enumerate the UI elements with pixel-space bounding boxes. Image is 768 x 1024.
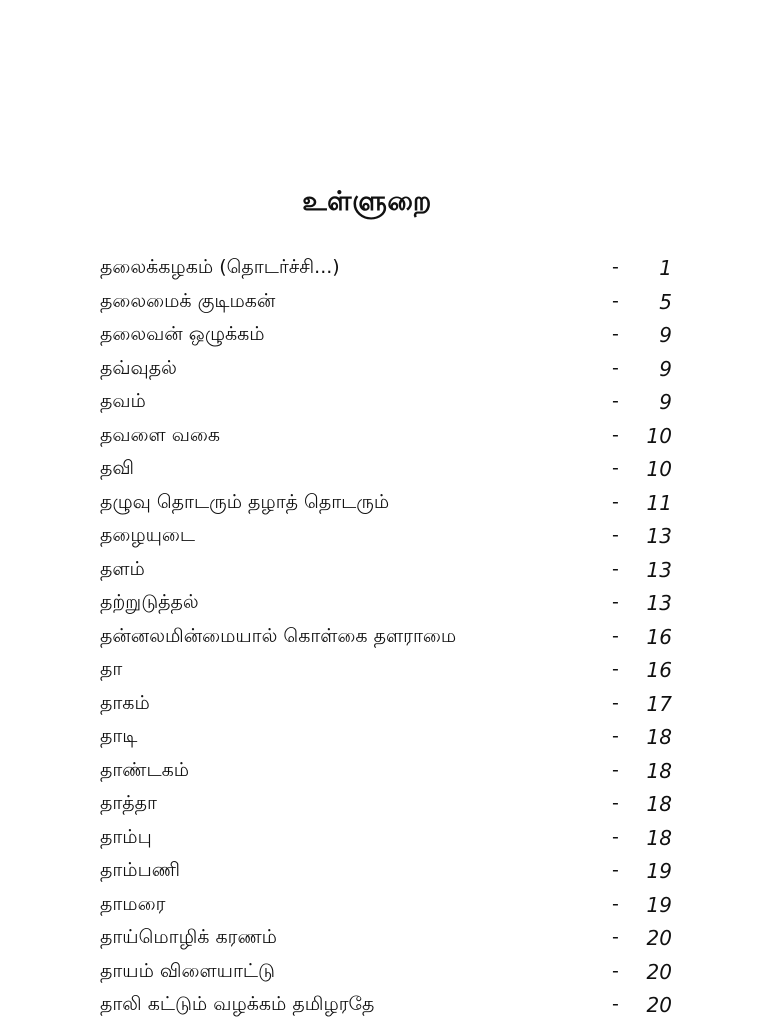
- toc-entry-page-number: 11: [646, 490, 672, 515]
- toc-entry: [100, 487, 690, 521]
- toc-entry: [100, 587, 690, 621]
- toc-entry-dash: -: [612, 289, 619, 312]
- toc-entry-page-number: 18: [646, 792, 672, 816]
- toc-entry-title: தற்றுடுத்தல்: [100, 591, 199, 613]
- toc-entry-title: தழையுடை: [100, 524, 196, 546]
- toc-entry-title: தாத்தா: [100, 792, 157, 814]
- toc-entry: [100, 453, 690, 487]
- toc-entry: [100, 386, 690, 420]
- toc-entry: [100, 319, 690, 353]
- toc-entry-title: தவம்: [100, 390, 146, 412]
- toc-entry-title: தவ்வுதல்: [100, 356, 177, 379]
- toc-entry-title: தாடி: [100, 725, 138, 747]
- toc-entry-page-number: 5: [659, 289, 672, 314]
- toc-entry-page-number: 13: [646, 557, 672, 582]
- toc-entry-page-number: 18: [646, 725, 672, 749]
- toc-entry-dash: -: [612, 457, 619, 479]
- toc-entry-page-number: 16: [646, 658, 672, 682]
- toc-entry-dash: -: [612, 892, 619, 915]
- toc-entry-title: தலைக்கழகம் (தொடர்ச்சி...): [100, 256, 340, 278]
- toc-entry-dash: -: [612, 691, 619, 714]
- toc-entry: [100, 956, 690, 990]
- toc-entry: [100, 353, 690, 387]
- toc-entry-dash: -: [612, 490, 619, 513]
- toc-entry-page-number: 9: [659, 356, 672, 381]
- toc-entry-dash: -: [612, 390, 619, 412]
- toc-entry-dash: -: [612, 825, 619, 848]
- toc-entry-page-number: 10: [646, 457, 672, 481]
- toc-entry-title: தலைமைக் குடிமகன்: [100, 289, 276, 312]
- page-title: உள்ளுறை: [302, 186, 432, 217]
- toc-entry-title: தாம்பு: [100, 825, 152, 848]
- toc-entry-page-number: 19: [646, 859, 672, 883]
- toc-entry-title: தவளை வகை: [100, 423, 221, 446]
- toc-entry-page-number: 1: [659, 256, 672, 280]
- toc-entry-title: தாமரை: [100, 892, 166, 915]
- toc-entry: [100, 520, 690, 554]
- toc-entry-page-number: 19: [646, 892, 672, 917]
- toc-entry-dash: -: [612, 624, 619, 647]
- toc-entry-dash: -: [612, 323, 619, 345]
- toc-entry: [100, 654, 690, 688]
- toc-entry: [100, 989, 690, 1023]
- table-of-contents: [100, 252, 690, 1023]
- toc-entry-title: தாயம் விளையாட்டு: [100, 959, 275, 982]
- toc-entry: [100, 889, 690, 923]
- toc-entry-title: தாலி கட்டும் வழக்கம் தமிழரதே: [100, 993, 375, 1015]
- toc-entry-dash: -: [612, 524, 619, 546]
- toc-entry-dash: -: [612, 658, 619, 680]
- toc-entry-title: தளம்: [100, 557, 145, 580]
- toc-entry-dash: -: [612, 423, 619, 446]
- toc-entry: [100, 855, 690, 889]
- toc-entry-title: தன்னலமின்மையால் கொள்கை தளராமை: [100, 624, 457, 647]
- toc-entry: [100, 621, 690, 655]
- toc-entry-title: தா: [100, 658, 123, 680]
- toc-entry-page-number: 9: [659, 390, 672, 414]
- toc-entry-page-number: 17: [646, 691, 672, 716]
- toc-entry-page-number: 13: [646, 524, 672, 548]
- toc-entry-title: தாய்மொழிக் கரணம்: [100, 926, 277, 948]
- toc-entry: [100, 788, 690, 822]
- toc-entry-title: தாகம்: [100, 691, 150, 714]
- toc-entry-dash: -: [612, 591, 619, 613]
- toc-entry-dash: -: [612, 356, 619, 379]
- toc-entry: [100, 721, 690, 755]
- toc-entry: [100, 420, 690, 454]
- toc-entry: [100, 252, 690, 286]
- toc-entry-page-number: 9: [659, 323, 672, 347]
- toc-entry-dash: -: [612, 993, 619, 1015]
- toc-entry-dash: -: [612, 959, 619, 982]
- toc-entry-title: தவி: [100, 457, 134, 479]
- toc-entry-dash: -: [612, 557, 619, 580]
- toc-entry-title: தழுவு தொடரும் தழாத் தொடரும்: [100, 490, 390, 513]
- toc-entry-page-number: 20: [646, 993, 672, 1017]
- toc-entry-dash: -: [612, 792, 619, 814]
- toc-entry: [100, 554, 690, 588]
- toc-entry-page-number: 13: [646, 591, 672, 615]
- toc-entry: [100, 286, 690, 320]
- toc-entry-dash: -: [612, 926, 619, 948]
- toc-entry-dash: -: [612, 256, 619, 278]
- toc-entry-page-number: 20: [646, 959, 672, 984]
- toc-entry: [100, 755, 690, 789]
- toc-entry-title: தாம்பணி: [100, 859, 180, 881]
- toc-entry-page-number: 18: [646, 825, 672, 850]
- toc-entry-page-number: 10: [646, 423, 672, 448]
- toc-entry-page-number: 20: [646, 926, 672, 950]
- toc-entry-page-number: 18: [646, 758, 672, 783]
- toc-entry: [100, 688, 690, 722]
- toc-entry: [100, 822, 690, 856]
- toc-entry-page-number: 16: [646, 624, 672, 649]
- toc-entry-title: தலைவன் ஒழுக்கம்: [100, 323, 265, 345]
- toc-entry: [100, 922, 690, 956]
- toc-entry-dash: -: [612, 758, 619, 781]
- toc-entry-dash: -: [612, 859, 619, 881]
- toc-entry-title: தாண்டகம்: [100, 758, 190, 781]
- toc-entry-dash: -: [612, 725, 619, 747]
